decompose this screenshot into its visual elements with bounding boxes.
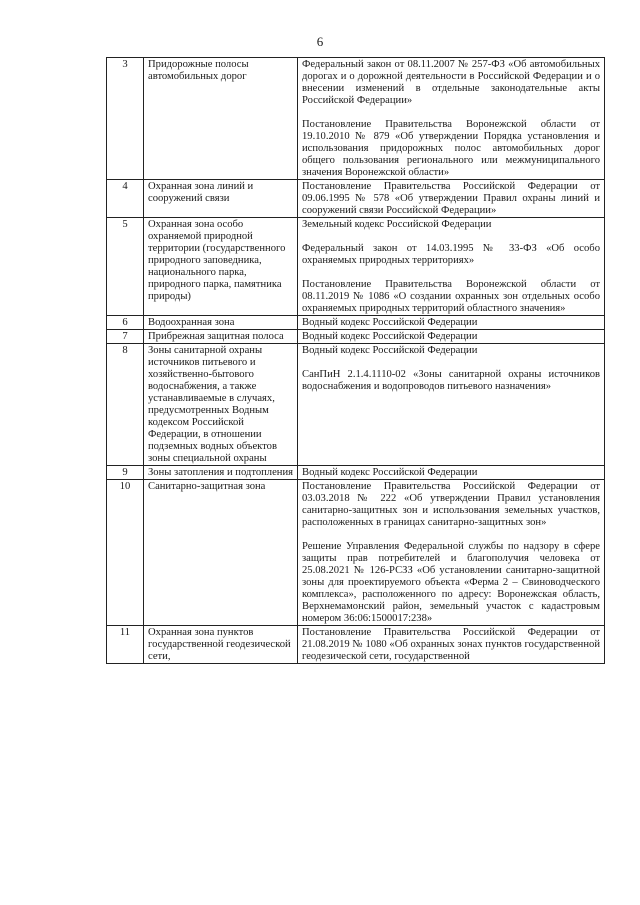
row-number: 4 bbox=[107, 180, 144, 218]
legal-documents bbox=[298, 344, 605, 466]
zones-table-body bbox=[107, 58, 605, 664]
legal-document: Водный кодекс Российской Федерации bbox=[302, 331, 478, 342]
legal-document: Постановление Правительства Российской Федерации от 21.08.2019 № 1080 «Об охранных зонах пунктов государственной геодезической сети, государственной bbox=[302, 627, 600, 662]
legal-document: Постановление Правительства Воронежской области от 19.10.2010 № 879 «Об утверждении Порядка установления и использования придорожных полос автомобильных дорог общего пользования регионального или межмуниципального значения Воронежской области» bbox=[302, 119, 600, 178]
page-number: 6 bbox=[316, 34, 324, 49]
table-row bbox=[107, 330, 605, 344]
legal-documents bbox=[298, 58, 605, 180]
legal-documents bbox=[298, 330, 605, 344]
table-row bbox=[107, 466, 605, 480]
row-number: 8 bbox=[107, 344, 144, 466]
table-row bbox=[107, 218, 605, 316]
row-number: 9 bbox=[107, 466, 144, 480]
row-number: 7 bbox=[107, 330, 144, 344]
legal-document: СанПиН 2.1.4.1110-02 «Зоны санитарной охраны источников водоснабжения и водопроводов питьевого назначения» bbox=[302, 369, 600, 392]
zones-table bbox=[106, 57, 605, 664]
row-number: 6 bbox=[107, 316, 144, 330]
legal-documents bbox=[298, 316, 605, 330]
legal-document: Водный кодекс Российской Федерации bbox=[302, 317, 478, 328]
table-row bbox=[107, 180, 605, 218]
zone-name: Охранная зона линий и сооружений связи bbox=[144, 180, 298, 218]
zone-name: Зоны санитарной охраны источников питьевого и хозяйственно-бытового водоснабжения, а также устанавливаемые в случаях, предусмотренных Водным кодексом Российской Федерации, в отношении подземных водных объектов зоны специальной охраны bbox=[144, 344, 298, 466]
legal-documents bbox=[298, 218, 605, 316]
legal-document: Постановление Правительства Российской Федерации от 09.06.1995 № 578 «Об утверждении Правил охраны линий и сооружений связи Российской Федерации» bbox=[302, 181, 600, 216]
table-row bbox=[107, 58, 605, 180]
zone-name: Прибрежная защитная полоса bbox=[144, 330, 298, 344]
zone-name: Охранная зона пунктов государственной геодезической сети, bbox=[144, 626, 298, 664]
zone-name: Санитарно-защитная зона bbox=[144, 480, 298, 626]
row-number: 5 bbox=[107, 218, 144, 316]
table-row bbox=[107, 344, 605, 466]
zone-name: Придорожные полосы автомобильных дорог bbox=[144, 58, 298, 180]
legal-document: Федеральный закон от 14.03.1995 № 33-ФЗ «Об особо охраняемых природных территориях» bbox=[302, 243, 600, 266]
legal-documents bbox=[298, 480, 605, 626]
table-row bbox=[107, 626, 605, 664]
zone-name: Охранная зона особо охраняемой природной территории (государственного природного заповедника, национального парка, природного парка, памятника природы) bbox=[144, 218, 298, 316]
zone-name: Зоны затопления и подтопления bbox=[144, 466, 298, 480]
legal-documents bbox=[298, 626, 605, 664]
table-row bbox=[107, 480, 605, 626]
legal-document: Постановление Правительства Российской Федерации от 03.03.2018 № 222 «Об утверждении Правил установления санитарно-защитных зон и использования земельных участков, расположенных в границах санитарно-защитных зон» bbox=[302, 481, 600, 528]
legal-document: Водный кодекс Российской Федерации bbox=[302, 345, 478, 356]
legal-document: Постановление Правительства Воронежской области от 08.11.2019 № 1086 «О создании охранных зон отдельных особо охраняемых природных территорий областного значения» bbox=[302, 279, 600, 314]
legal-document: Водный кодекс Российской Федерации bbox=[302, 467, 478, 478]
legal-document: Федеральный закон от 08.11.2007 № 257-ФЗ «Об автомобильных дорогах и о дорожной деятельности в Российской Федерации и о внесении изменений в отдельные законодательные акты Российской Федерации» bbox=[302, 59, 600, 106]
row-number: 11 bbox=[107, 626, 144, 664]
row-number: 3 bbox=[107, 58, 144, 180]
legal-documents bbox=[298, 466, 605, 480]
row-number: 10 bbox=[107, 480, 144, 626]
legal-documents bbox=[298, 180, 605, 218]
legal-document: Решение Управления Федеральной службы по надзору в сфере защиты прав потребителей и благополучия человека от 25.08.2021 № 126-РСЗЗ «Об установлении санитарно-защитной зоны для проектируемого объекта «Ферма 2 – Свиноводческого комплекса», расположенного по адресу: Воронежская область, Верхнемамонский район, земельный участок с кадастровым номером 36:06:1500017:238» bbox=[302, 541, 600, 624]
zone-name: Водоохранная зона bbox=[144, 316, 298, 330]
legal-document: Земельный кодекс Российской Федерации bbox=[302, 219, 492, 230]
table-row bbox=[107, 316, 605, 330]
